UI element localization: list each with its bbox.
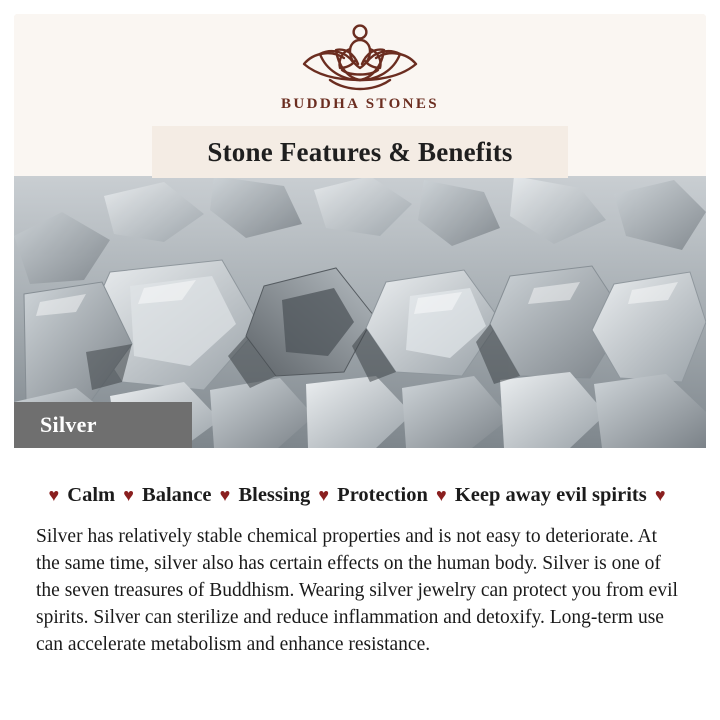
heart-icon: ♥ [318,485,330,505]
heart-icon: ♥ [436,485,447,505]
frame-notch-top-right [690,0,720,30]
stone-name-tag [14,402,192,448]
frame-notch-bottom-left [0,690,30,720]
keyword-calm: Calm [67,484,116,506]
brand-name: BUDDHA STONES [280,96,440,112]
keyword-blessing: Blessing [238,484,311,506]
description-text: Silver has relatively stable chemical properties and is not easy to deteriorate. At the same time, silver also has certain effects on the human body. Silver is one of the seven treasures of Buddhism. Wearing silver jewelry can protect you from evil spirits. Silver can sterilize and reduce inflammation and detoxify. Long-term use can accelerate metabolism and enhance resistance. [36,526,678,655]
frame-edge-top [0,0,720,14]
frame-notch-bottom-right [690,690,720,720]
section-title-band [152,126,568,178]
frame-edge-bottom [0,706,720,720]
heart-icon: ♥ [123,485,134,505]
keyword-keep-away-evil-spirits: Keep away evil spirits [454,484,647,506]
frame-notch-top-left [0,0,30,30]
keyword-balance: Balance [142,484,212,506]
keyword-protection: Protection [337,484,428,506]
stone-name-label: Silver [40,412,97,437]
brand-block [0,18,720,113]
heart-icon: ♥ [48,485,60,505]
keywords-line [36,484,678,507]
page-title: Stone Features & Benefits [207,136,513,167]
heart-icon: ♥ [219,485,231,505]
lotus-buddha-icon [280,18,440,92]
heart-icon: ♥ [654,485,666,505]
benefits-panel [14,448,706,706]
